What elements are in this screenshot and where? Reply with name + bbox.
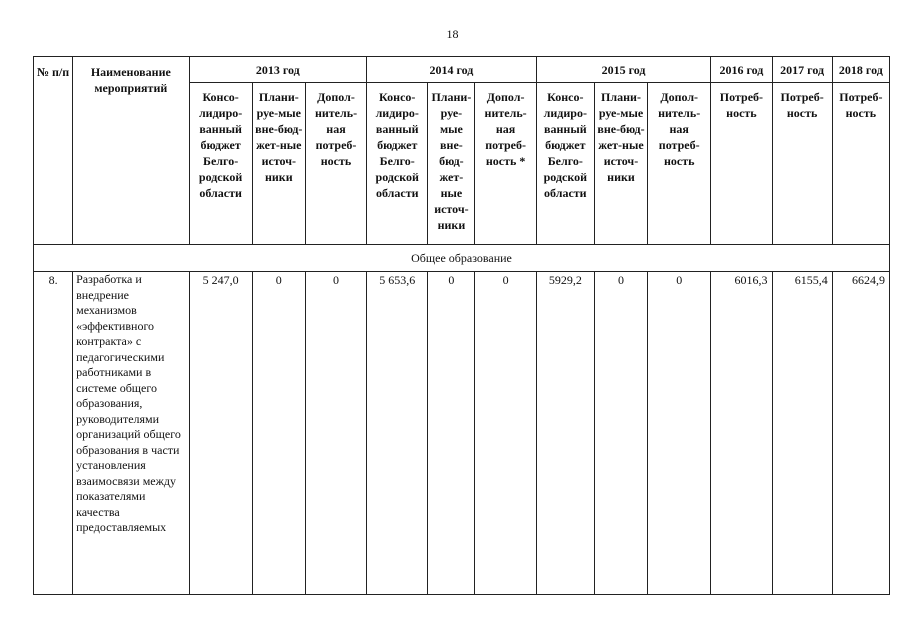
value-2013-additional: 0: [305, 272, 366, 595]
subhead-2013-budget: Консо-лидиро-ванный бюджет Белго-родской области: [189, 83, 252, 245]
subhead-2015-extrabudget: Плани-руе-мые вне-бюд-жет-ные источ-ники: [594, 83, 647, 245]
value-2015-additional: 0: [648, 272, 711, 595]
value-2017-need: 6155,4: [772, 272, 832, 595]
subhead-2014-budget: Консо-лидиро-ванный бюджет Белго-родской области: [367, 83, 428, 245]
subhead-2018-need: Потреб-ность: [832, 83, 889, 245]
value-2013-budget: 5 247,0: [189, 272, 252, 595]
value-2018-need: 6624,9: [832, 272, 889, 595]
section-row: [34, 245, 890, 272]
subhead-2017-need: Потреб-ность: [772, 83, 832, 245]
value-2015-extrabudget: 0: [594, 272, 647, 595]
subhead-2016-need: Потреб-ность: [711, 83, 772, 245]
subhead-2014-extrabudget: Плани-руе-мые вне-бюд-жет-ные источ-ники: [428, 83, 475, 245]
table-row: [34, 272, 890, 595]
year-header-2017: 2017 год: [772, 57, 832, 83]
subhead-2014-additional: Допол-нитель-ная потреб-ность *: [475, 83, 536, 245]
section-title: Общее образование: [34, 245, 890, 272]
num-header: № п/п: [34, 57, 73, 245]
value-2014-additional: 0: [475, 272, 536, 595]
year-header-2016: 2016 год: [711, 57, 772, 83]
subhead-2015-budget: Консо-лидиро-ванный бюджет Белго-родской области: [536, 83, 594, 245]
year-header-2015: 2015 год: [536, 57, 711, 83]
header-row-years: [34, 57, 890, 83]
budget-table: [33, 56, 890, 595]
row-name: Разработка и внедрение механизмов «эффективного контракта» с педагогическими работниками в системе общего образования, руководителями организаций общего образования в части установления взаимосвязи между показателями качества предоставляемых: [73, 272, 189, 595]
value-2016-need: 6016,3: [711, 272, 772, 595]
value-2014-extrabudget: 0: [428, 272, 475, 595]
year-header-2018: 2018 год: [832, 57, 889, 83]
year-header-2013: 2013 год: [189, 57, 367, 83]
subhead-2015-additional: Допол-нитель-ная потреб-ность: [648, 83, 711, 245]
subhead-2013-additional: Допол-нитель-ная потреб-ность: [305, 83, 366, 245]
year-header-2014: 2014 год: [367, 57, 537, 83]
value-2015-budget: 5929,2: [536, 272, 594, 595]
value-2013-extrabudget: 0: [252, 272, 305, 595]
value-2014-budget: 5 653,6: [367, 272, 428, 595]
subhead-2013-extrabudget: Плани-руе-мые вне-бюд-жет-ные источ-ники: [252, 83, 305, 245]
name-header: Наименование мероприятий: [73, 57, 189, 245]
row-number: 8.: [34, 272, 73, 595]
page-number: 18: [446, 27, 459, 41]
